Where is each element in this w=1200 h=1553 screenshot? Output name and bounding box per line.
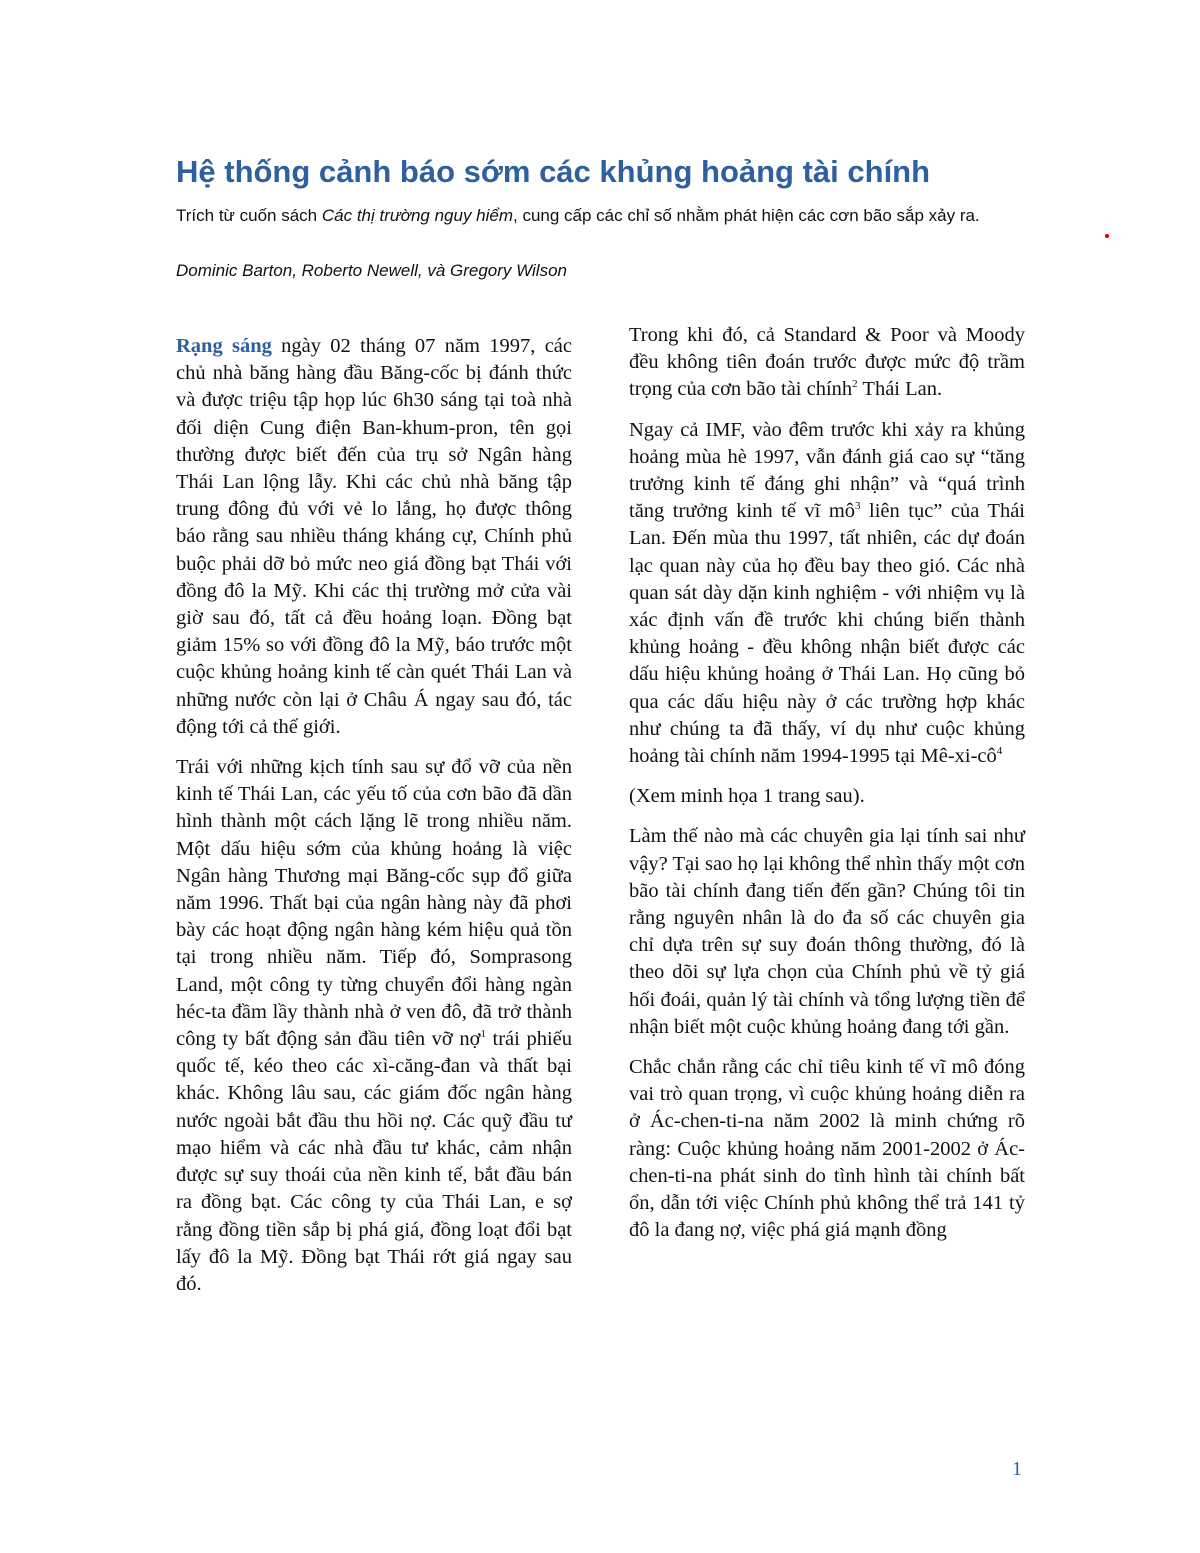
left-column	[176, 333, 572, 1311]
book-title: Các thị trường nguy hiểm	[321, 206, 514, 225]
paragraph-lead: Rạng sáng	[176, 335, 272, 357]
paragraph-4-text-mid: liên tục” của Thái Lan. Đến mùa thu 1997, tất nhiên, các dự đoán lạc quan này của họ đều bay theo gió. Các nhà quan sát dày dặn kinh nghiệm - với nhiệm vụ là xác định vấn đề trước khi chúng biến thành khủng hoảng - đều không nhận biết được các dấu hiệu khủng hoảng ở Thái Lan. Họ cũng bỏ qua các dấu hiệu này ở các trường hợp khác như chúng ta đã thấy, ví dụ như cuộc khủng hoảng tài chính năm 1994-1995 tại Mê-xi-cô	[629, 500, 1025, 768]
paragraph-4-text-before: Ngay cả IMF, vào đêm trước khi xảy ra khủng hoảng mùa hè 1997, vẫn đánh giá cao sự “tăng trưởng kinh tế đáng ghi nhận” và “quá trình tăng trưởng kinh tế vĩ mô	[629, 418, 1025, 523]
subtitle-text-before: Trích từ cuốn sách	[176, 206, 322, 225]
article-subtitle	[176, 204, 1036, 227]
paragraph-2-text-after: trái phiếu quốc tế, kéo theo các xì-căng-đan và thất bại khác. Không lâu sau, các giám đốc ngân hàng nước ngoài bắt đầu thu hồi nợ. Các quỹ đầu tư mạo hiểm và các nhà đầu tư khác, cảm nhận được sự suy thoái của nền kinh tế, bắt đầu bán ra đồng bạt. Các công ty của Thái Lan, e sợ rằng đồng tiền sắp bị phá giá, đồng loạt đổi bạt lấy đô la Mỹ. Đồng bạt Thái rớt giá ngay sau đó.	[176, 1028, 572, 1295]
paragraph-4	[629, 417, 1025, 771]
subtitle-text-after: , cung cấp các chỉ số nhằm phát hiện các cơn bão sắp xảy ra.	[513, 206, 980, 225]
paragraph-7: Chắc chắn rằng các chỉ tiêu kinh tế vĩ mô đóng vai trò quan trọng, vì cuộc khủng hoảng diễn ra ở Ác-chen-ti-na năm 2002 là minh chứng rõ ràng: Cuộc khủng hoảng năm 2001-2002 ở Ác-chen-ti-na phát sinh do tình hình tài chính bất ổn, dẫn tới việc Chính phủ không thể trả 141 tỷ đô la đang nợ, việc phá giá mạnh đồng	[629, 1056, 1025, 1242]
paragraph-1	[176, 333, 572, 741]
paragraph-3-text-before: Trong khi đó, cả Standard & Poor và Moody đều không tiên đoán trước được mức độ trầm trọng của cơn bão tài chính	[629, 324, 1025, 401]
right-column	[629, 322, 1025, 1258]
paragraph-2	[176, 754, 572, 1298]
footnote-ref-1: 1	[480, 1028, 486, 1041]
paragraph-5: (Xem minh họa 1 trang sau).	[629, 785, 865, 808]
footnote-ref-3: 3	[855, 500, 861, 513]
paragraph-3-text-after: Thái Lan.	[857, 378, 943, 401]
paragraph-1-text: ngày 02 tháng 07 năm 1997, các chủ nhà băng hàng đầu Băng-cốc bị đánh thức và được triệu tập họp lúc 6h30 sáng tại toà nhà đối diện Cung điện Ban-khum-pron, tên gọi thường được biết đến của trụ sở Ngân hàng Thái Lan lộng lẫy. Khi các chủ nhà băng tập trung đông đủ với vẻ lo lắng, họ được thông báo rằng sau nhiều tháng kháng cự, Chính phủ buộc phải dỡ bỏ mức neo giá đồng bạt Thái với đồng đô la Mỹ. Khi các thị trường mở cửa vài giờ sau đó, tất cả đều hoảng loạn. Đồng bạt giảm 15% so với đồng đô la Mỹ, báo trước một cuộc khủng hoảng kinh tế càn quét Thái Lan và những nước còn lại ở Châu Á ngay sau đó, tác động tới cả thế giới.	[176, 335, 572, 738]
article-title: Hệ thống cảnh báo sớm các khủng hoảng tài chính	[176, 154, 931, 189]
paragraph-6: Làm thế nào mà các chuyên gia lại tính sai như vậy? Tại sao họ lại không thể nhìn thấy một cơn bão tài chính đang tiến đến gần? Chúng tôi tin rằng nguyên nhân là do đa số các chuyên gia chỉ dựa trên sự suy đoán thông thường, đó là theo dõi sự lựa chọn của Chính phủ về tỷ giá hối đoái, quản lý tài chính và tổng lượng tiền để nhận biết một cuộc khủng hoảng đang tới gần.	[629, 825, 1025, 1038]
page-number: 1	[1012, 1458, 1022, 1480]
paragraph-3	[629, 322, 1025, 404]
footnote-ref-2: 2	[852, 378, 858, 391]
paragraph-2-text-before: Trái với những kịch tính sau sự đổ vỡ của nền kinh tế Thái Lan, các yếu tố của cơn bão đã dần hình thành một cách lặng lẽ trong nhiều năm. Một dấu hiệu sớm của khủng hoảng là việc Ngân hàng Thương mại Băng-cốc sụp đổ giữa năm 1996. Thất bại của ngân hàng này đã phơi bày các hoạt động ngân hàng kém hiệu quả tồn tại trong nhiều năm. Tiếp đó, Somprasong Land, một công ty từng chuyển đổi hàng ngàn héc-ta đầm lầy thành nhà ở ven đô, đã trở thành công ty bất động sản đầu tiên vỡ nợ	[176, 756, 572, 1051]
article-authors: Dominic Barton, Roberto Newell, và Gregory Wilson	[176, 261, 567, 280]
red-dot-mark	[1105, 234, 1109, 238]
footnote-ref-4: 4	[996, 745, 1003, 758]
